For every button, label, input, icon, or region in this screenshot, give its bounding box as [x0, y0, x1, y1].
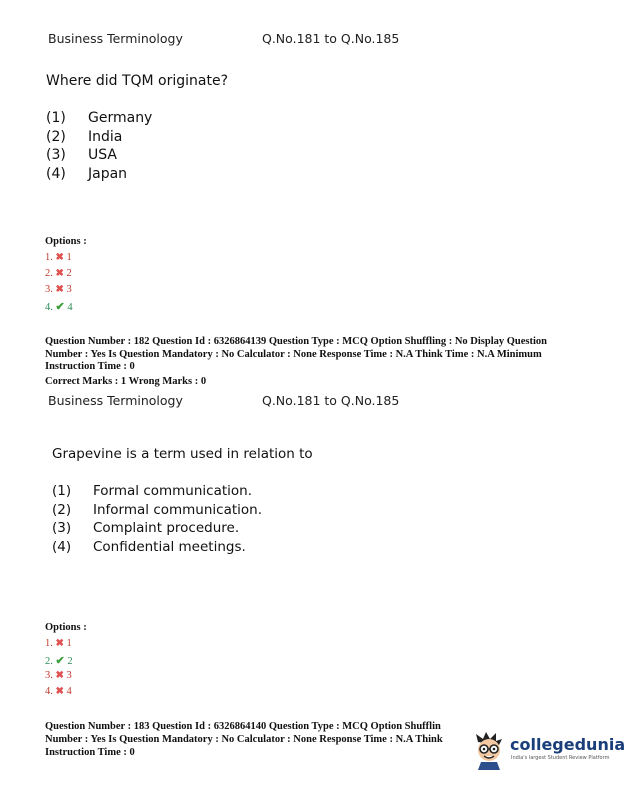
choice-text: Formal communication. — [93, 483, 253, 499]
answer-index: 1. — [45, 638, 53, 649]
choice-text: Informal communication. — [93, 502, 263, 518]
answer-index: 1. — [45, 252, 53, 263]
answer-value: 3 — [66, 284, 72, 295]
answer-option — [45, 638, 72, 649]
checkmark-icon: ✔ — [55, 301, 65, 313]
answer-index: 4. — [45, 686, 53, 697]
answer-index: 4. — [45, 302, 53, 313]
choice-text: Confidential meetings. — [93, 539, 246, 555]
choice-text: USA — [88, 147, 117, 163]
answer-value: 1 — [66, 252, 72, 263]
answer-option — [45, 252, 72, 263]
answer-index: 3. — [45, 670, 53, 681]
cross-icon: ✖ — [55, 670, 64, 681]
cross-icon: ✖ — [55, 638, 64, 649]
section-subject: Business Terminology — [48, 393, 183, 408]
logo-tagline: India's largest Student Review Platform — [511, 755, 610, 761]
choice-number: (1) — [52, 483, 72, 499]
cross-icon: ✖ — [55, 268, 64, 279]
question-meta-line: Number : Yes Is Question Mandatory : No Calculator : None Response Time : N.A Think — [45, 734, 443, 745]
answer-value: 2 — [66, 268, 72, 279]
answer-option — [45, 686, 72, 697]
collegedunia-logo — [462, 722, 625, 782]
question-text: Where did TQM originate? — [46, 73, 229, 89]
cross-icon: ✖ — [55, 686, 64, 697]
answer-value: 2 — [67, 656, 73, 667]
marks-info: Correct Marks : 1 Wrong Marks : 0 — [45, 376, 207, 387]
question-text: Grapevine is a term used in relation to — [52, 446, 313, 462]
choice-text: Complaint procedure. — [93, 520, 240, 536]
answer-index: 3. — [45, 284, 53, 295]
question-range: Q.No.181 to Q.No.185 — [262, 393, 400, 408]
answer-option — [45, 268, 72, 279]
answer-value: 3 — [66, 670, 72, 681]
answer-option — [45, 654, 73, 667]
mascot-icon — [472, 730, 506, 770]
choice-text: Japan — [88, 166, 128, 182]
options-label: Options : — [45, 622, 87, 633]
answer-option — [45, 300, 73, 313]
cross-icon: ✖ — [55, 284, 64, 295]
answer-index: 2. — [45, 268, 53, 279]
choice-number: (4) — [52, 539, 72, 555]
question-meta-line: Question Number : 183 Question Id : 6326864140 Question Type : MCQ Option Shufflin — [45, 721, 441, 732]
answer-value: 4 — [66, 686, 72, 697]
choice-number: (2) — [52, 502, 72, 518]
choice-text: Germany — [88, 110, 153, 126]
choice-number: (1) — [46, 110, 66, 126]
logo-wordmark: collegedunia — [510, 735, 625, 754]
answer-value: 4 — [67, 302, 73, 313]
section-subject: Business Terminology — [48, 31, 183, 46]
question-range: Q.No.181 to Q.No.185 — [262, 31, 400, 46]
answer-index: 2. — [45, 656, 53, 667]
choice-text: India — [88, 129, 123, 145]
choice-number: (3) — [52, 520, 72, 536]
cross-icon: ✖ — [55, 252, 64, 263]
question-meta: Question Number : 182 Question Id : 6326864139 Question Type : MCQ Option Shuffling : No Display Question Number : Yes Is Question Mandatory : No Calculator : None Response Time : N.A Think Time : N.A Minimum Instruction Time : 0 — [45, 336, 548, 373]
answer-option — [45, 670, 72, 681]
checkmark-icon: ✔ — [55, 655, 65, 667]
answer-option — [45, 284, 72, 295]
answer-value: 1 — [66, 638, 72, 649]
choice-number: (4) — [46, 166, 66, 182]
choice-number: (2) — [46, 129, 66, 145]
question-meta-line: Instruction Time : 0 — [45, 747, 135, 758]
options-label: Options : — [45, 236, 87, 247]
choice-number: (3) — [46, 147, 66, 163]
